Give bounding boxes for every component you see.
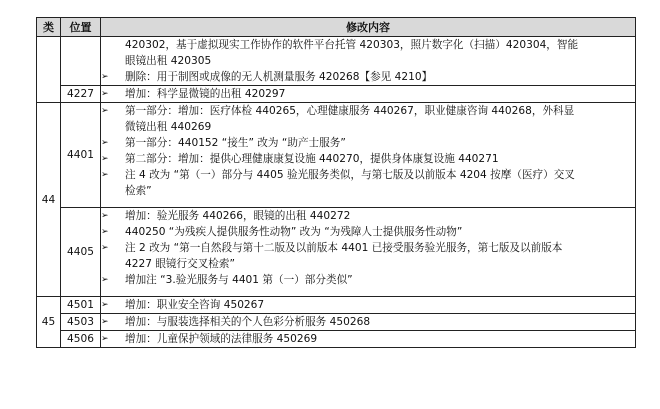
list-item [101,224,635,240]
content-cell [101,103,636,208]
item-text: 删除：用于制图或成像的无人机测量服务 420268【参见 4210】 [125,71,433,83]
arrow-bullet-icon: ➢ [101,334,109,344]
list-item [101,208,635,224]
item-continuation: 眼镜出租 420305 [125,55,212,67]
class-cell [37,37,61,103]
cell-spacer [101,199,635,207]
header-content: 修改内容 [101,18,636,37]
table-body [37,37,636,348]
class-cell: 44 [37,103,61,297]
item-text: 增加：与服装选择相关的个人色彩分析服务 450268 [125,316,371,328]
content-cell [101,37,636,86]
arrow-bullet-icon: ➢ [101,211,109,221]
content-cell [101,297,636,314]
item-text: 增加：验光服务 440266，眼镜的出租 440272 [125,210,351,222]
table-row [37,208,636,297]
content-cell [101,331,636,348]
list-item [101,331,635,347]
cell-spacer [101,288,635,296]
position-cell [61,37,101,86]
position-cell: 4506 [61,331,101,348]
arrow-bullet-icon: ➢ [101,227,109,237]
arrow-bullet-icon: ➢ [101,170,109,180]
position-cell: 4405 [61,208,101,297]
arrow-bullet-icon: ➢ [101,300,109,310]
item-text: 增加：职业安全咨询 450267 [125,299,265,311]
table-row [37,331,636,348]
revision-table [36,17,636,348]
list-item [101,135,635,151]
list-item [101,297,635,313]
header-position: 位置 [61,18,101,37]
item-text: 第一部分：440152 “接生” 改为 “助产士服务” [125,137,346,149]
table-row [37,314,636,331]
content-cell [101,86,636,103]
list-item [101,69,635,85]
item-text: 增加：儿童保护领域的法律服务 450269 [125,333,318,345]
arrow-bullet-icon: ➢ [101,275,109,285]
table-row [37,86,636,103]
item-text: 440250 “为残疾人提供服务性动物” 改为 “为残障人士提供服务性动物” [125,226,463,238]
table-row [37,297,636,314]
item-text: 第二部分：增加：提供心理健康康复设施 440270，提供身体康复设施 440271 [125,153,499,165]
item-continuation: 微镜出租 440269 [125,121,212,133]
item-text: 注 2 改为 “第一自然段与第十二版及以前版本 4401 已接受服务验光服务，第七版及以前版本 [125,242,563,254]
list-item [101,103,635,119]
item-continuation: 420302，基于虚拟现实工作协作的软件平台托管 420303，照片数字化（扫描）420304，智能 [125,39,579,51]
item-continuation: 检索” [125,185,152,197]
header-row [37,18,636,37]
item-text: 增加：科学显微镜的出租 420297 [125,88,286,100]
arrow-bullet-icon: ➢ [101,243,109,253]
list-item [101,167,635,183]
position-cell: 4227 [61,86,101,103]
list-item [101,240,635,256]
position-cell: 4401 [61,103,101,208]
item-continuation: 4227 眼镜行交叉检索” [125,258,235,270]
arrow-bullet-icon: ➢ [101,89,109,99]
class-cell: 45 [37,297,61,348]
item-text: 注 4 改为 “第（一）部分与 4405 验光服务类似，与第七版及以前版本 4204 按摩（医疗）交叉 [125,169,575,181]
table-row [37,37,636,86]
list-item [101,272,635,288]
item-text: 第一部分：增加：医疗体检 440265，心理健康服务 440267，职业健康咨询 440268，外科显 [125,105,575,117]
arrow-bullet-icon: ➢ [101,72,109,82]
list-item [101,86,635,102]
item-text: 增加注 “3.验光服务与 4401 第（一）部分类似” [125,274,353,286]
table-row [37,103,636,208]
arrow-bullet-icon: ➢ [101,138,109,148]
position-cell: 4503 [61,314,101,331]
content-cell [101,208,636,297]
list-item [101,314,635,330]
content-cell [101,314,636,331]
arrow-bullet-icon: ➢ [101,154,109,164]
arrow-bullet-icon: ➢ [101,106,109,116]
position-cell: 4501 [61,297,101,314]
header-class: 类 [37,18,61,37]
arrow-bullet-icon: ➢ [101,317,109,327]
list-item [101,151,635,167]
